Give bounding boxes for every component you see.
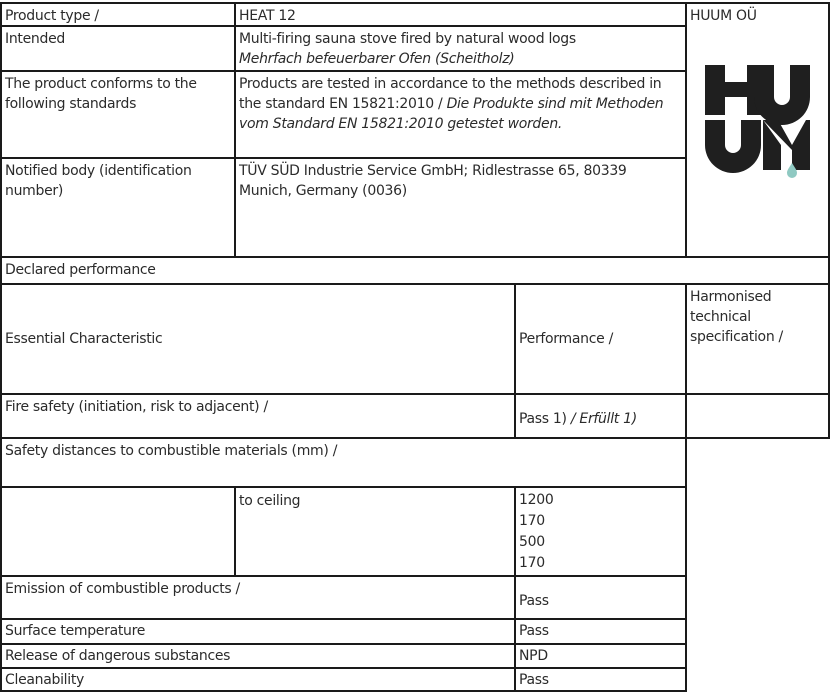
notified-body-label: Notified body (identification number) — [0, 157, 236, 258]
standards-label: The product conforms to the following standards — [0, 70, 236, 159]
col-performance: Performance / — [514, 283, 687, 395]
distance-value: 500 — [519, 534, 545, 550]
release-label: Release of dangerous substances — [0, 643, 516, 669]
huum-logo — [705, 65, 810, 180]
standards-value-de: Die Produkte sind mit Methoden vom Standard EN 15821:2010 getestet worden. — [239, 96, 664, 132]
distances-values — [514, 486, 687, 577]
standards-value — [234, 70, 687, 159]
cleanability-label: Cleanability — [0, 667, 516, 692]
fire-safety-pass: Pass 1) — [519, 411, 567, 427]
surface-label: Surface temperature — [0, 618, 516, 645]
company-name: HUUM OÜ — [690, 8, 757, 24]
intended-label: Intended — [0, 25, 236, 72]
intended-value — [234, 25, 687, 72]
declared-performance-title: Declared performance — [0, 256, 830, 285]
col-essential-characteristic: Essential Characteristic — [0, 283, 516, 395]
distance-value: 170 — [519, 555, 545, 571]
distance-value: 170 — [519, 513, 545, 529]
release-value: NPD — [514, 643, 687, 669]
surface-value: Pass — [514, 618, 687, 645]
notified-body-value: TÜV SÜD Industrie Service GmbH; Ridlestrasse 65, 80339 Munich, Germany (0036) — [234, 157, 687, 258]
product-type-value: HEAT 12 — [234, 2, 687, 27]
col-harmonised-spec: Harmonised technical specification / — [685, 283, 830, 395]
distances-sub-label: to ceiling — [234, 486, 516, 577]
distances-label: Safety distances to combustible materials (mm) / — [0, 437, 687, 488]
fire-safety-spec — [685, 393, 830, 439]
fire-safety-value — [514, 393, 687, 439]
cleanability-value: Pass — [514, 667, 687, 692]
product-type-label: Product type / — [0, 2, 236, 27]
fire-safety-pass-de: / Erfüllt 1) — [570, 411, 637, 427]
emission-value: Pass — [514, 575, 687, 620]
distances-blank-cell — [0, 486, 236, 577]
standards-value-en: Products are tested in accordance to the methods described in the standard EN 15821:2010 / — [239, 76, 662, 112]
emission-label: Emission of combustible products / — [0, 575, 516, 620]
intended-value-en: Multi-firing sauna stove fired by natural wood logs — [239, 31, 576, 47]
distance-value: 1200 — [519, 492, 554, 508]
fire-safety-label: Fire safety (initiation, risk to adjacent) / — [0, 393, 516, 439]
intended-value-de: Mehrfach befeuerbarer Ofen (Scheitholz) — [239, 51, 515, 67]
